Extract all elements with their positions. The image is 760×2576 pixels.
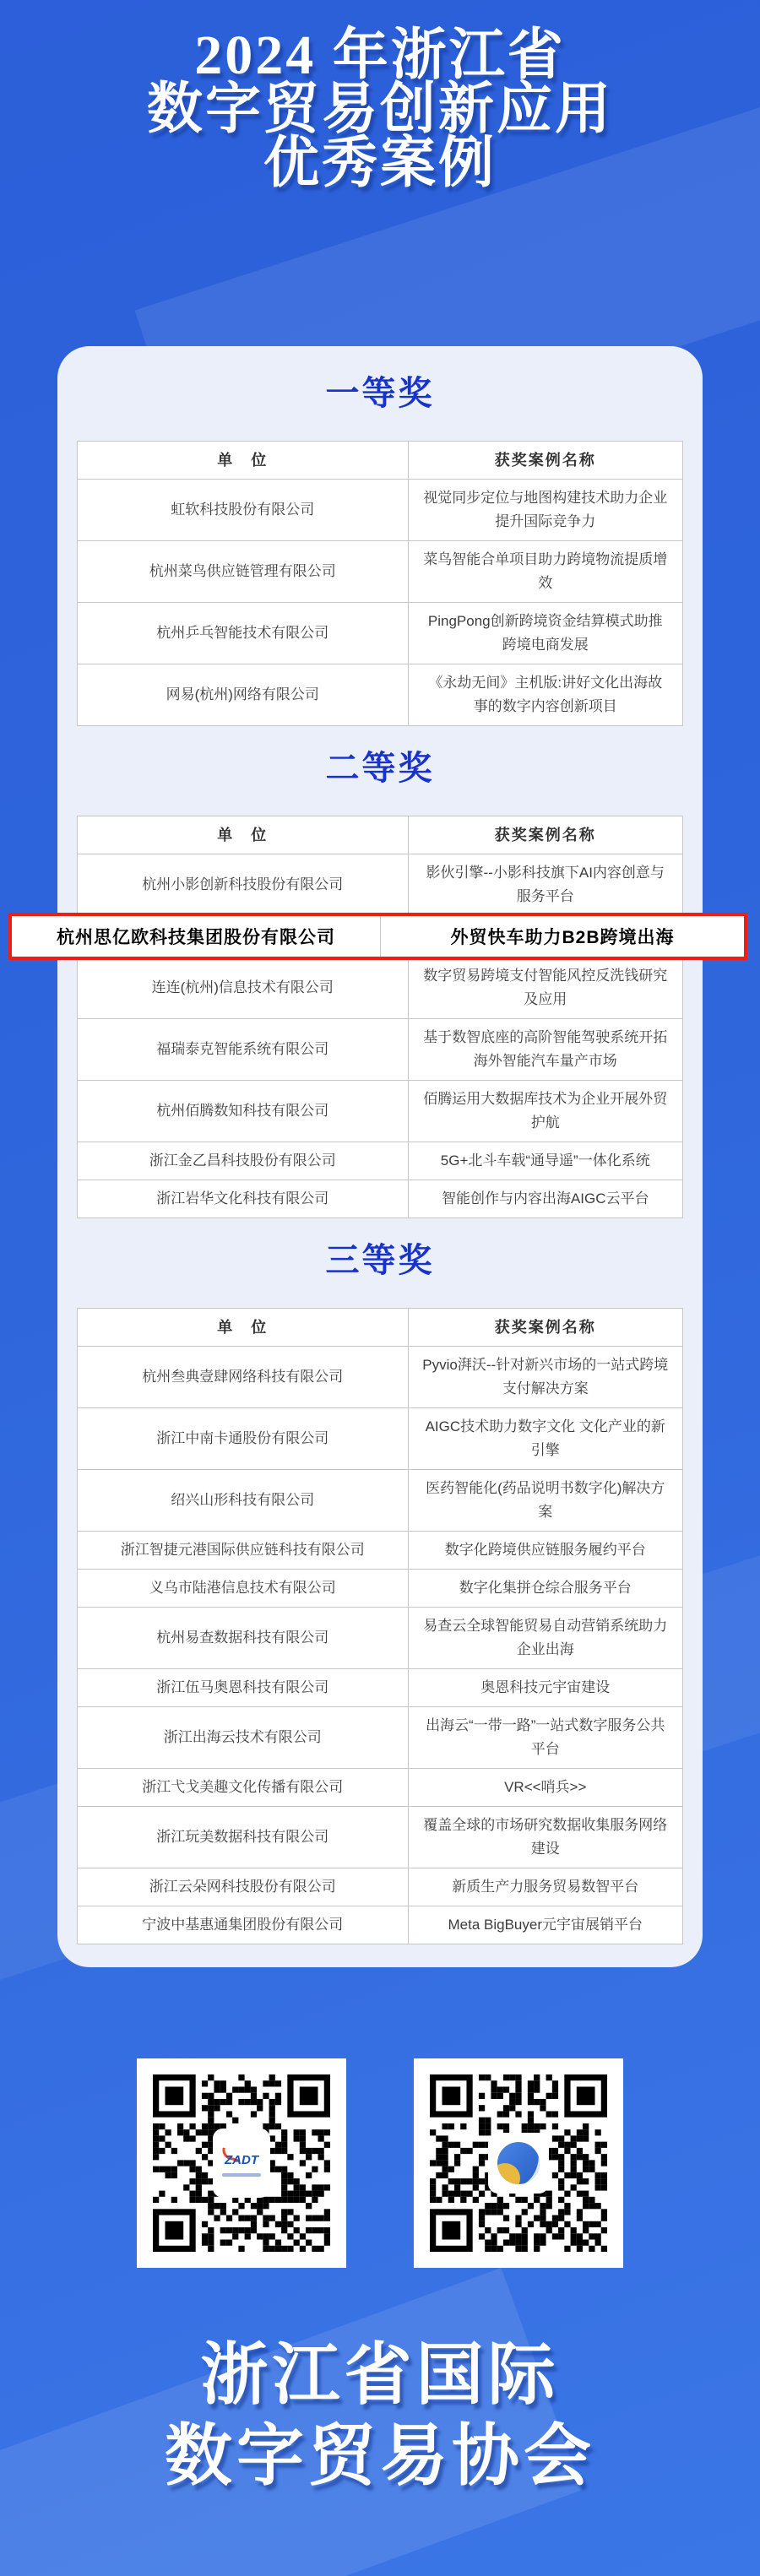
- table-row: [78, 480, 683, 541]
- zadt-logo: [215, 2131, 268, 2195]
- unit-cell: 浙江出海云技术有限公司: [78, 1707, 409, 1769]
- unit-cell: 杭州菜鸟供应链管理有限公司: [78, 541, 409, 603]
- case-cell: 影伙引擎--小影科技旗下AI内容创意与服务平台: [408, 854, 683, 916]
- section-third-prize: [77, 1242, 683, 1944]
- case-cell: 5G+北斗车载“通导遥”一体化系统: [408, 1142, 683, 1180]
- highlighted-winner-box: [8, 913, 747, 960]
- qr-code-row: [0, 2058, 760, 2268]
- table-row: [78, 603, 683, 664]
- unit-column-header: 单 位: [78, 1309, 409, 1347]
- qr-code-left: [137, 2058, 346, 2268]
- first-prize-table: [77, 441, 683, 726]
- unit-cell: 浙江云朵网科技股份有限公司: [78, 1868, 409, 1906]
- association-name-line-2: 数字贸易协会: [165, 2420, 595, 2494]
- case-column-header: 获奖案例名称: [408, 816, 683, 854]
- second-prize-table: [77, 816, 683, 1218]
- table-row: [78, 1608, 683, 1669]
- unit-cell: 杭州乒乓智能技术有限公司: [78, 603, 409, 664]
- unit-cell: 绍兴山形科技有限公司: [78, 1470, 409, 1532]
- unit-cell: 浙江岩华文化科技有限公司: [78, 1180, 409, 1218]
- table-row: [78, 1868, 683, 1906]
- zadt-logo-text: ZADT: [225, 2153, 258, 2167]
- table-row: [78, 1570, 683, 1608]
- case-cell: 医药智能化(药品说明书数字化)解决方案: [408, 1470, 683, 1532]
- table-row: [78, 1906, 683, 1944]
- table-row: [78, 1019, 683, 1081]
- globe-logo: [491, 2135, 546, 2191]
- case-cell: 新质生产力服务贸易数智平台: [408, 1868, 683, 1906]
- second-prize-heading: 二等奖: [325, 750, 435, 787]
- association-name-line-1: 浙江省国际: [200, 2339, 560, 2413]
- case-cell: 佰腾运用大数据库技术为企业开展外贸护航: [408, 1081, 683, 1142]
- case-cell: 奥恩科技元宇宙建设: [408, 1669, 683, 1707]
- unit-cell: 浙江中南卡通股份有限公司: [78, 1408, 409, 1470]
- third-prize-table: [77, 1308, 683, 1944]
- table-header-row: [78, 1309, 683, 1347]
- case-cell: Meta BigBuyer元宇宙展销平台: [408, 1906, 683, 1944]
- section-second-prize: [57, 750, 683, 1218]
- unit-cell: 浙江弋戈美趣文化传播有限公司: [78, 1769, 409, 1807]
- case-cell: 数字贸易跨境支付智能风控反洗钱研究及应用: [408, 957, 683, 1019]
- unit-column-header: 单 位: [78, 816, 409, 854]
- unit-cell: 福瑞泰克智能系统有限公司: [78, 1019, 409, 1081]
- unit-column-header: 单 位: [78, 442, 409, 480]
- case-cell: 数字化集拼仓综合服务平台: [408, 1570, 683, 1608]
- awards-card: [57, 346, 703, 1967]
- title-line-1: 2024 年浙江省: [194, 24, 566, 86]
- highlighted-case-name: 外贸快车助力B2B跨境出海: [380, 916, 744, 957]
- first-prize-table-wrap: [77, 441, 683, 726]
- table-header-row: [78, 816, 683, 854]
- title-line-3: 优秀案例: [263, 133, 497, 194]
- third-prize-table-wrap: [77, 1308, 683, 1944]
- unit-cell: 浙江智捷元港国际供应链科技有限公司: [78, 1532, 409, 1570]
- unit-cell: 杭州叁典壹肆网络科技有限公司: [78, 1347, 409, 1408]
- case-cell: 数字化跨境供应链服务履约平台: [408, 1532, 683, 1570]
- unit-cell: 虹软科技股份有限公司: [78, 480, 409, 541]
- unit-cell: 杭州易查数据科技有限公司: [78, 1608, 409, 1669]
- table-row: [78, 1707, 683, 1769]
- case-cell: 覆盖全球的市场研究数据收集服务网络建设: [408, 1807, 683, 1868]
- page-title: [0, 0, 760, 194]
- section-first-prize: [77, 375, 683, 726]
- case-cell: 易查云全球智能贸易自动营销系统助力企业出海: [408, 1608, 683, 1669]
- table-row: [78, 1180, 683, 1218]
- case-cell: 菜鸟智能合单项目助力跨境物流提质增效: [408, 541, 683, 603]
- case-cell: 视觉同步定位与地图构建技术助力企业提升国际竞争力: [408, 480, 683, 541]
- globe-icon: [497, 2142, 540, 2184]
- case-cell: 出海云“一带一路”一站式数字服务公共平台: [408, 1707, 683, 1769]
- case-column-header: 获奖案例名称: [408, 442, 683, 480]
- title-line-2: 数字贸易创新应用: [147, 79, 613, 140]
- unit-cell: 杭州佰腾数知科技有限公司: [78, 1081, 409, 1142]
- qr-code-right: [414, 2058, 623, 2268]
- case-cell: AIGC技术助力数字文化 文化产业的新引擎: [408, 1408, 683, 1470]
- case-cell: Pyvio湃沃--针对新兴市场的一站式跨境支付解决方案: [408, 1347, 683, 1408]
- case-cell: PingPong创新跨境资金结算模式助推跨境电商发展: [408, 603, 683, 664]
- highlighted-unit: 杭州思亿欧科技集团股份有限公司: [57, 928, 335, 947]
- table-row: [78, 1081, 683, 1142]
- table-row: [78, 854, 683, 916]
- table-row: [78, 1669, 683, 1707]
- unit-cell: 宁波中基惠通集团股份有限公司: [78, 1906, 409, 1944]
- table-row: [78, 664, 683, 726]
- table-row: [78, 1408, 683, 1470]
- case-cell: 基于数智底座的高阶智能驾驶系统开拓海外智能汽车量产市场: [408, 1019, 683, 1081]
- table-header-row: [78, 442, 683, 480]
- unit-cell: 浙江伍马奥恩科技有限公司: [78, 1669, 409, 1707]
- unit-cell: 浙江金乙昌科技股份有限公司: [78, 1142, 409, 1180]
- case-cell: 《永劫无间》主机版:讲好文化出海故事的数字内容创新项目: [408, 664, 683, 726]
- unit-cell: 义乌市陆港信息技术有限公司: [78, 1570, 409, 1608]
- unit-cell: 连连(杭州)信息技术有限公司: [78, 957, 409, 1019]
- table-row: [78, 957, 683, 1019]
- table-row: [78, 1347, 683, 1408]
- unit-cell: 杭州小影创新科技股份有限公司: [78, 854, 409, 916]
- table-row: [78, 1532, 683, 1570]
- case-cell: 智能创作与内容出海AIGC云平台: [408, 1180, 683, 1218]
- table-row: [78, 541, 683, 603]
- second-prize-table-wrap: [57, 816, 683, 1218]
- association-name: [0, 2335, 760, 2497]
- zadt-logo-caption-bar: [222, 2173, 261, 2177]
- unit-cell: 网易(杭州)网络有限公司: [78, 664, 409, 726]
- third-prize-heading: 三等奖: [325, 1242, 435, 1279]
- case-cell: VR<<哨兵>>: [408, 1769, 683, 1807]
- case-column-header: 获奖案例名称: [408, 1309, 683, 1347]
- table-row: [78, 1807, 683, 1868]
- unit-cell: 浙江玩美数据科技有限公司: [78, 1807, 409, 1868]
- first-prize-heading: 一等奖: [325, 375, 435, 412]
- table-row: [78, 1470, 683, 1532]
- table-row: [78, 1142, 683, 1180]
- table-row: [78, 1769, 683, 1807]
